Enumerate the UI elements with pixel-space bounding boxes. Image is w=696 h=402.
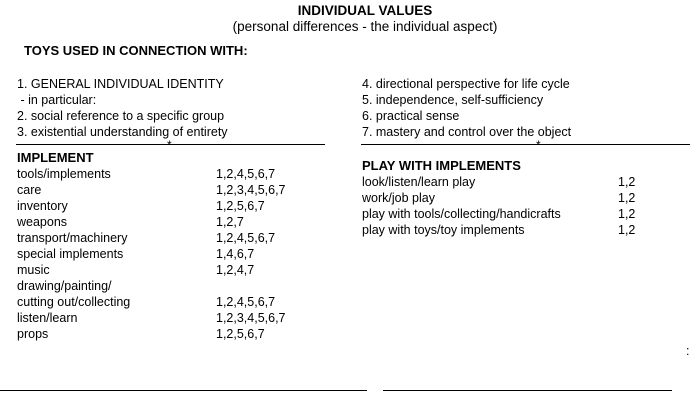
row-values: 1,2,4,5,6,7 — [216, 167, 276, 181]
row-values: 1,2 — [618, 191, 636, 205]
criterion-2: 2. social reference to a specific group — [17, 109, 225, 123]
row-values: 1,2,4,5,6,7 — [216, 295, 276, 309]
criterion-4: 4. directional perspective for life cycle — [362, 77, 570, 91]
row-label: weapons — [17, 215, 68, 229]
row-label: look/listen/learn play — [362, 175, 476, 189]
row-label: props — [17, 327, 49, 341]
row-values: 1,4,6,7 — [216, 247, 255, 261]
criterion-1: 1. GENERAL INDIVIDUAL IDENTITY — [17, 77, 224, 91]
separator-right — [361, 144, 690, 145]
row-values: 1,2,7 — [216, 215, 244, 229]
separator-mark-left: * — [167, 138, 172, 152]
row-label: music — [17, 263, 50, 277]
row-label: listen/learn — [17, 311, 78, 325]
row-label: transport/machinery — [17, 231, 128, 245]
criteria-list-left — [17, 76, 228, 140]
page-subtitle: (personal differences - the individual aspect) — [232, 19, 498, 34]
page-title: INDIVIDUAL VALUES — [297, 3, 433, 18]
play-heading: PLAY WITH IMPLEMENTS — [362, 158, 521, 173]
row-label: cutting out/collecting — [17, 295, 131, 309]
row-label: special implements — [17, 247, 124, 261]
criterion-5: 5. independence, self-sufficiency — [362, 93, 544, 107]
criteria-list-right — [362, 76, 571, 140]
row-values: 1,2 — [618, 207, 636, 221]
row-label: inventory — [17, 199, 68, 213]
bottom-rule-left — [0, 390, 367, 391]
criterion-note: - in particular: — [17, 93, 97, 107]
criterion-6: 6. practical sense — [362, 109, 460, 123]
row-values: 1,2 — [618, 223, 636, 237]
criterion-3: 3. existential understanding of entirety — [17, 125, 228, 139]
row-values: 1,2,5,6,7 — [216, 199, 265, 213]
implement-heading: IMPLEMENT — [17, 150, 94, 165]
row-values: 1,2,3,4,5,6,7 — [216, 183, 286, 197]
row-label: work/job play — [362, 191, 435, 205]
bottom-rule-right — [383, 390, 672, 391]
row-label: tools/implements — [17, 167, 111, 181]
row-values: 1,2,3,4,5,6,7 — [216, 311, 286, 325]
row-label: play with tools/collecting/handicrafts — [362, 207, 561, 221]
corner-mark: : — [686, 344, 690, 358]
row-label: care — [17, 183, 42, 197]
row-values: 1,2 — [618, 175, 636, 189]
row-values: 1,2,4,5,6,7 — [216, 231, 276, 245]
section-heading: TOYS USED IN CONNECTION WITH: — [24, 43, 248, 58]
separator-mark-right: * — [536, 138, 541, 152]
row-label: play with toys/toy implements — [362, 223, 525, 237]
row-values: 1,2,5,6,7 — [216, 327, 265, 341]
row-values: 1,2,4,7 — [216, 263, 255, 277]
row-label: drawing/painting/ — [17, 279, 112, 293]
criterion-7: 7. mastery and control over the object — [362, 125, 572, 139]
